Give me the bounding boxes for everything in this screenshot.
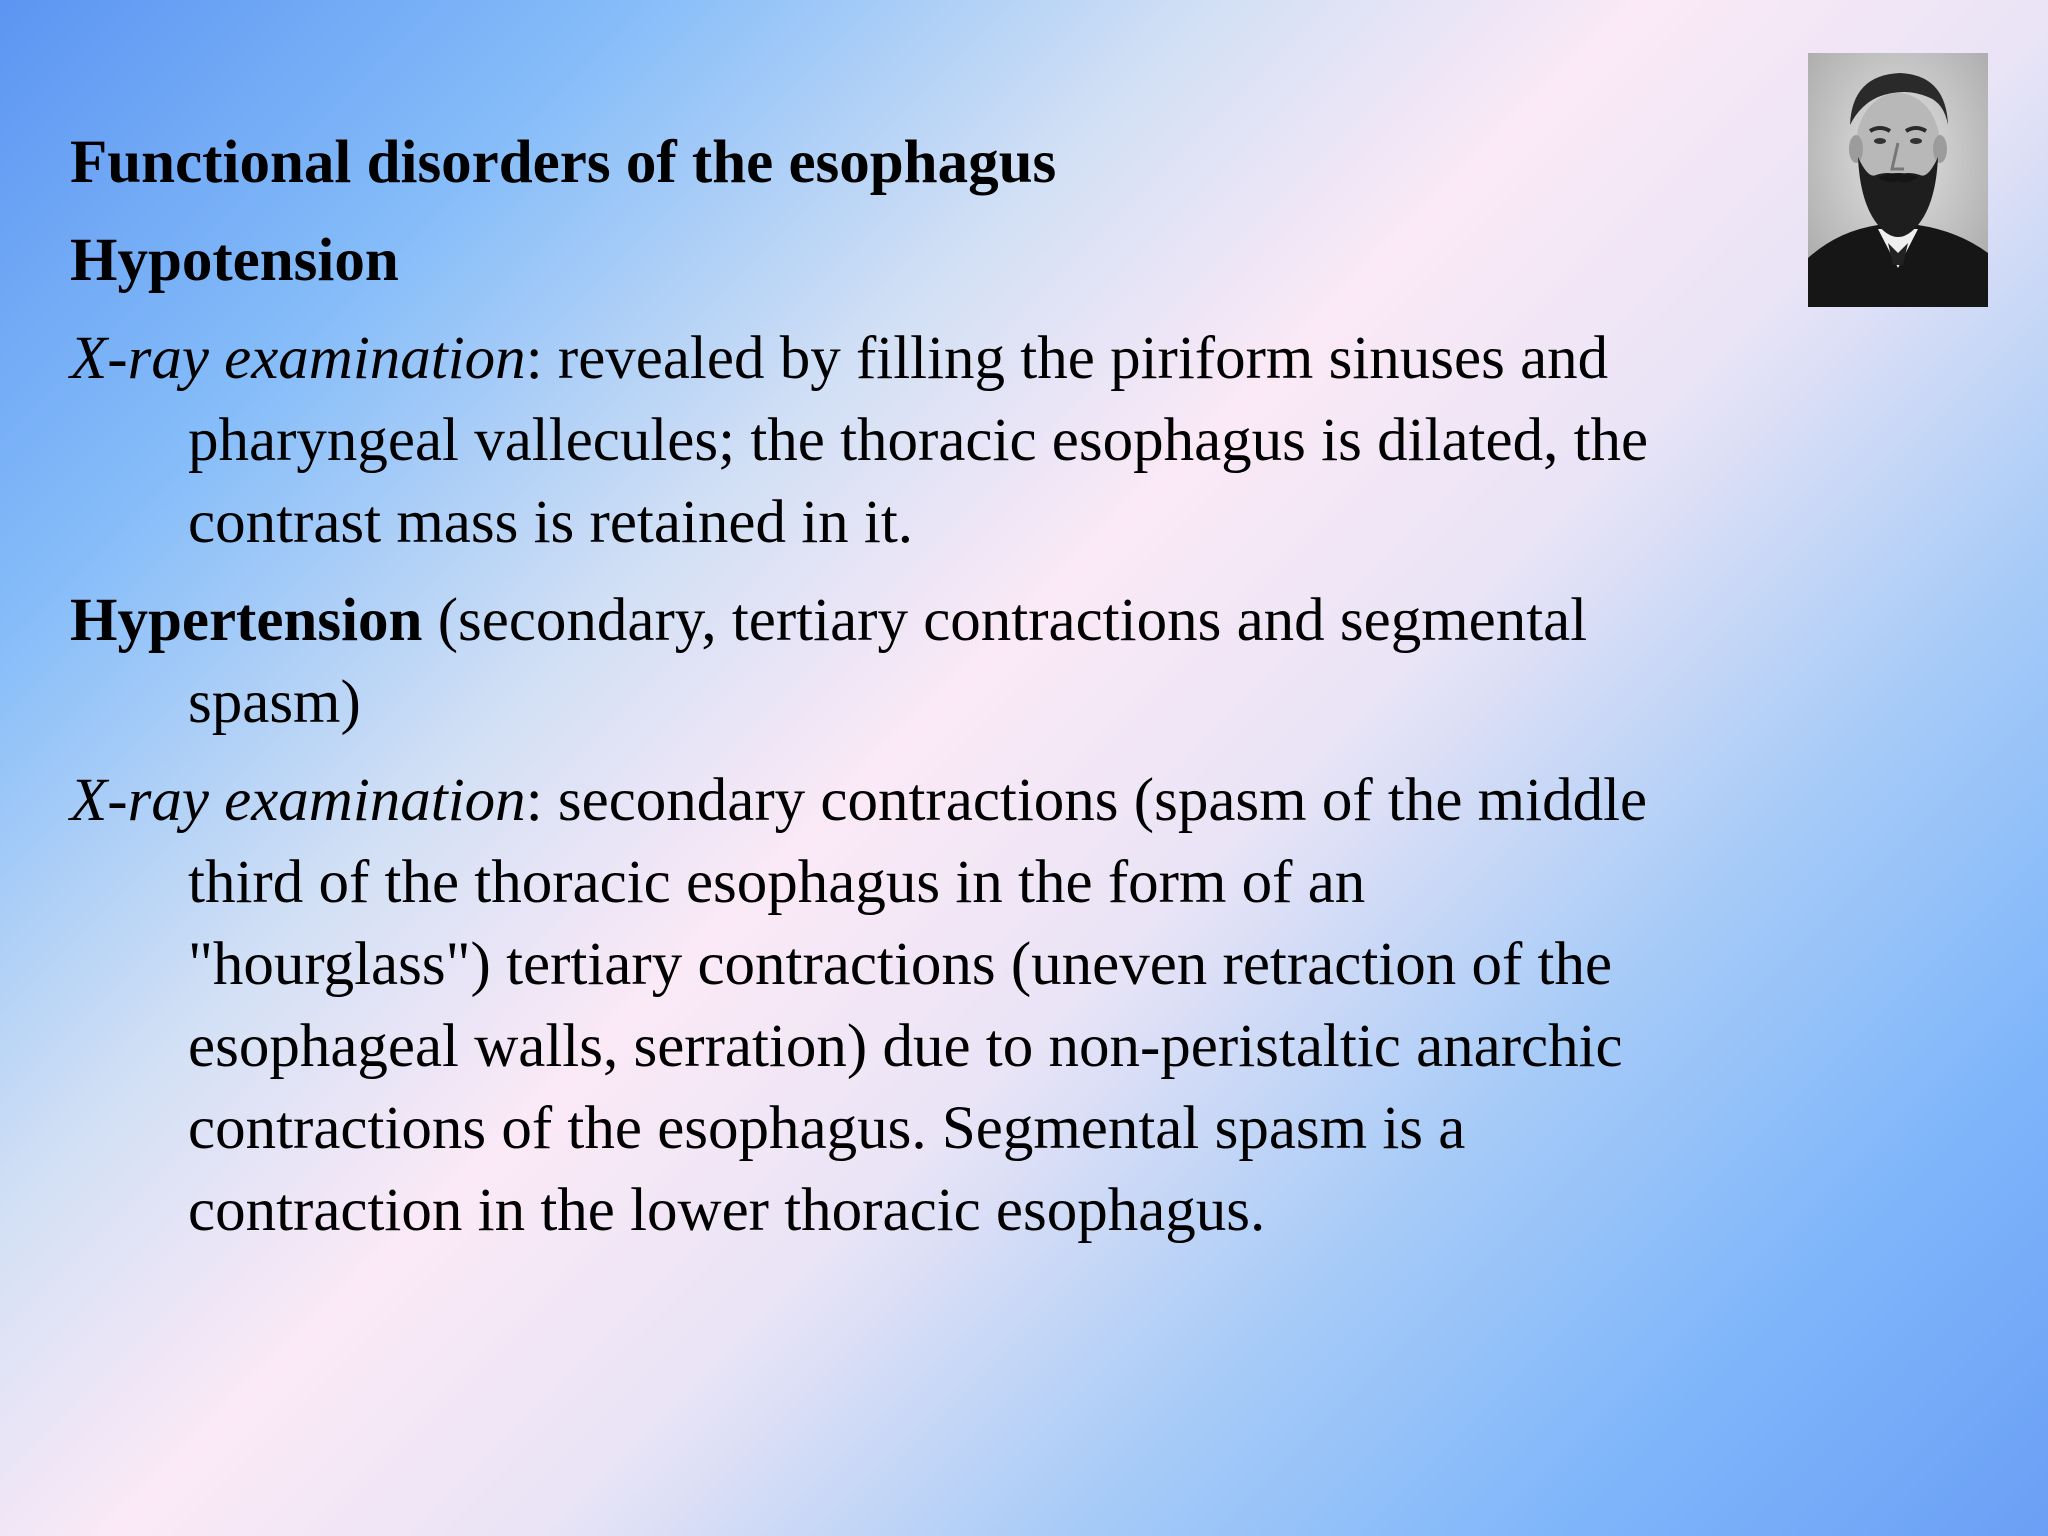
bearded-man-portrait-icon (1808, 53, 1988, 307)
hypotension-xray-paragraph (70, 318, 1670, 564)
hypotension-heading: Hypotension (70, 227, 399, 294)
hypertension-text: (secondary, tertiary contractions and segmental spasm) (188, 587, 1588, 736)
portrait-photo (1808, 53, 1988, 307)
slide-body (70, 122, 1670, 1268)
hypertension-heading: Hypertension (70, 587, 423, 654)
hypertension-xray-text: : secondary contractions (spasm of the middle third of the thoracic esophagus in the form of an "hourglass") tertiary contractions (uneven retraction of the esophageal walls, serration) due to non-peristaltic anarchic contractions of the esophagus. Segmental spasm is a contraction in the lower thoracic esophagus. (188, 767, 1648, 1244)
xray-label: X-ray examination (70, 767, 526, 834)
hypertension-paragraph (70, 580, 1670, 744)
hypotension-xray-text: : revealed by filling the piriform sinuses and pharyngeal vallecules; the thoracic esophagus is dilated, the contrast mass is retained in it. (188, 325, 1649, 556)
hypertension-xray-paragraph (70, 760, 1670, 1252)
xray-label: X-ray examination (70, 325, 526, 392)
slide-title: Functional disorders of the esophagus (70, 129, 1057, 196)
